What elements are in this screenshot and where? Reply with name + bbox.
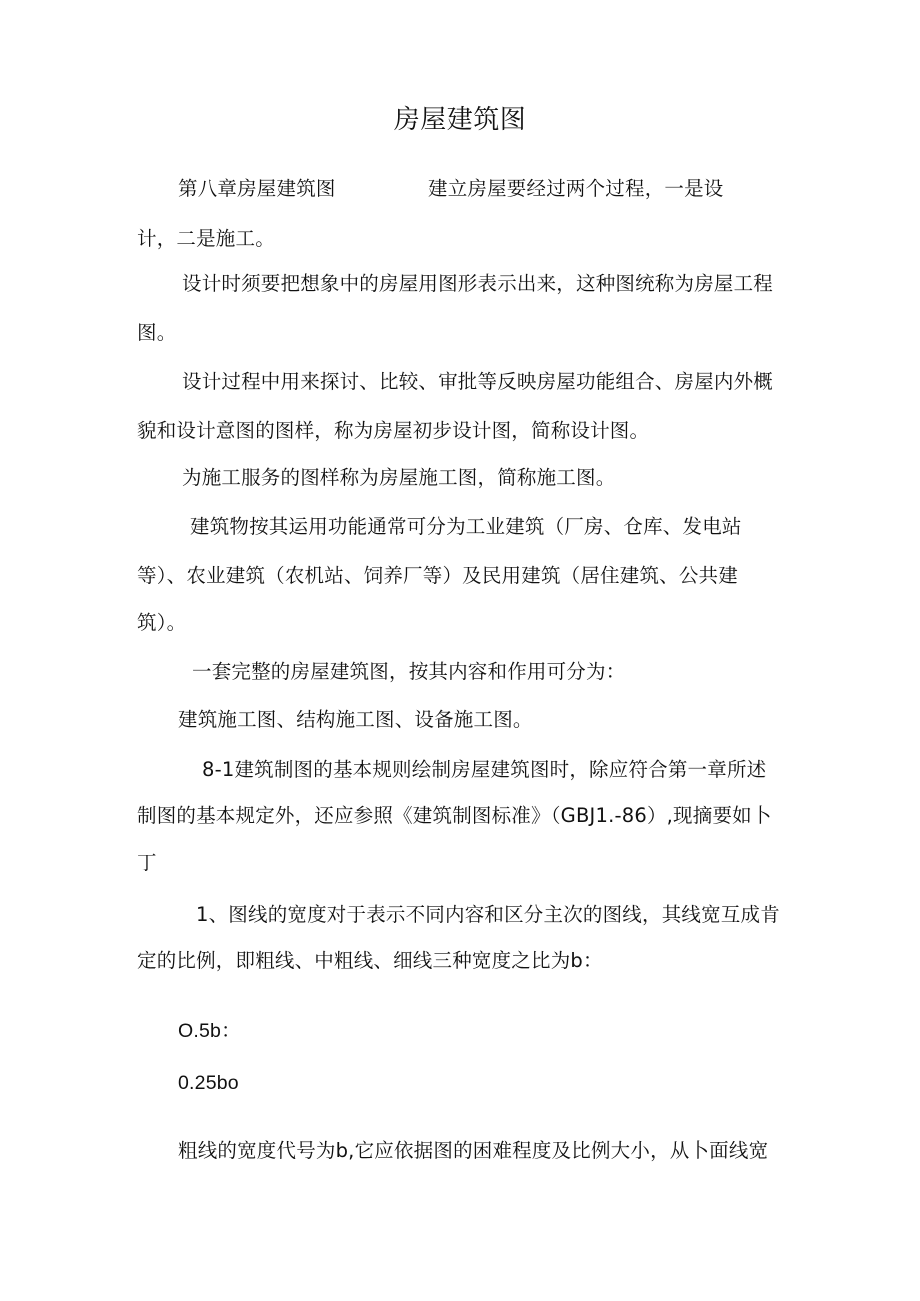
paragraph-line: 建筑物按其运用功能通常可分为工业建筑（厂房、仓库、发电站 [190,515,742,538]
paragraph-line: 貌和设计意图的图样，称为房屋初步设计图，简称设计图。 [137,419,650,442]
paragraph-line: 图。 [137,321,177,344]
paragraph-line: 一套完整的房屋建筑图，按其内容和作用可分为： [192,660,626,683]
paragraph-line: 建筑施工图、结构施工图、设备施工图。 [178,708,533,731]
paragraph-line: 丁 [137,851,157,874]
paragraph-line: 制图的基本规定外，还应参照《建筑制图标准》（GBJ1.-86）,现摘要如卜 [137,804,772,827]
paragraph-line: 粗线的宽度代号为b,它应依据图的困难程度及比例大小，从卜面线宽 [178,1139,769,1162]
paragraph-line: 1、图线的宽度对于表示不同内容和区分主次的图线，其线宽互成肯 [196,903,780,926]
paragraph-line: 定的比例，即粗线、中粗线、细线三种宽度之比为b： [137,949,603,972]
document-title: 房屋建筑图 [393,105,527,135]
paragraph-line: 设计时须要把想象中的房屋用图形表示出来，这种图统称为房屋工程 [182,272,774,295]
paragraph-line: 设计过程中用来探讨、比较、审批等反映房屋功能组合、房屋内外概 [182,370,774,393]
paragraph-line: O.5b： [178,1020,241,1042]
paragraph-line: 建立房屋要经过两个过程，一是设 [428,177,724,200]
paragraph-line: 筑）。 [137,611,187,634]
paragraph-line: 为施工服务的图样称为房屋施工图，简称施工图。 [182,466,616,489]
paragraph-line: 0.25bo [178,1072,239,1094]
paragraph-line: 计，二是施工。 [137,227,275,250]
paragraph-line: 等）、农业建筑（农机站、饲养厂等）及民用建筑（居住建筑、公共建 [137,564,738,587]
paragraph-line: 第八章房屋建筑图 [178,177,336,200]
paragraph-line: 8-1建筑制图的基本规则绘制房屋建筑图时，除应符合第一章所述 [202,758,767,781]
